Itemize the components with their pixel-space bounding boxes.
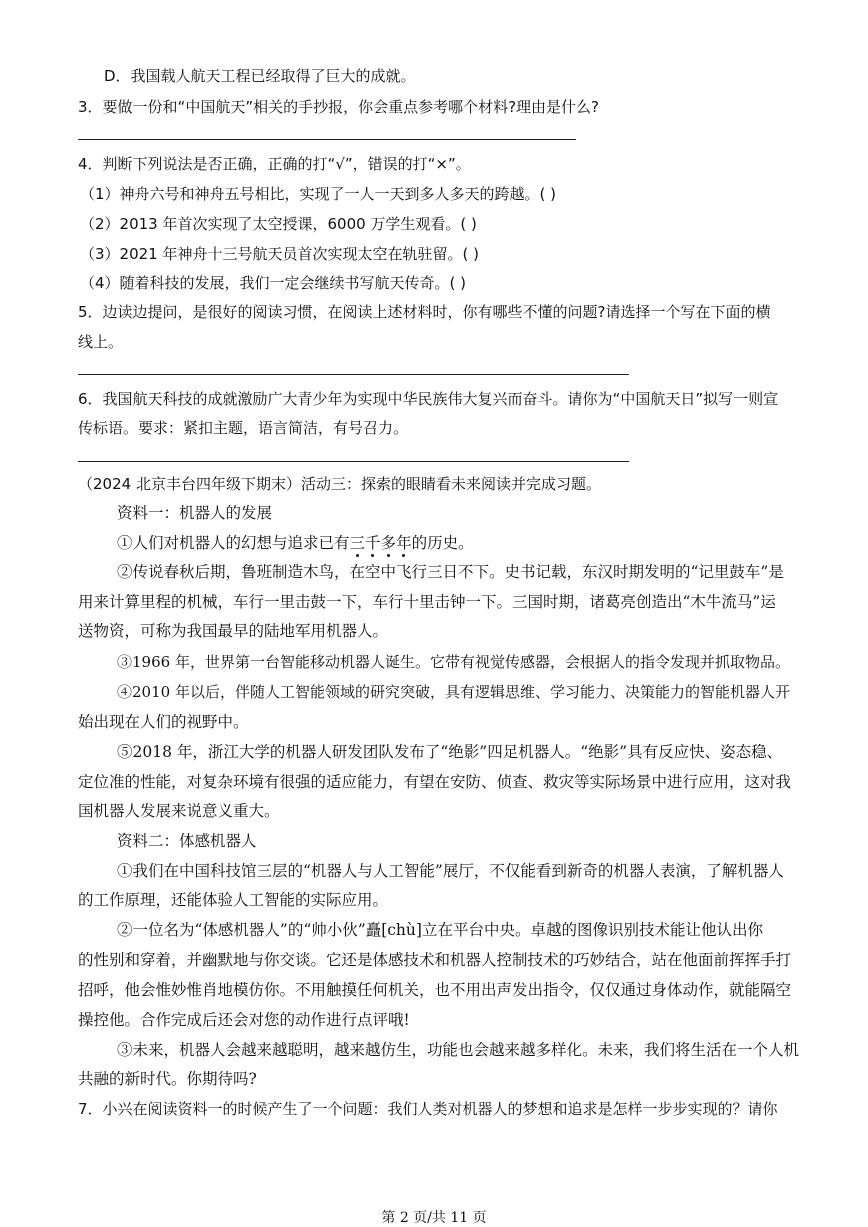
material-2-para-1-line-1: ①我们在中国科技馆三层的“机器人与人工智能”展厅，不仅能看到新奇的机器人表演，了解机器人 xyxy=(117,862,784,880)
answer-line-q6[interactable] xyxy=(78,461,629,462)
option-d: D．我国载人航天工程已经取得了巨大的成就。 xyxy=(104,67,416,85)
question-4-item-2: （2）2013 年首次实现了太空授课，6000 万学生观看。( ) xyxy=(80,215,477,233)
emphasis-char: 三 xyxy=(349,534,366,552)
material-2-para-3-line-1: ③未来，机器人会越来越聪明，越来越仿生，功能也会越来越多样化。未来，我们将生活在一个人机 xyxy=(117,1041,800,1059)
material-2-para-3-line-2: 共融的新时代。你期待吗? xyxy=(78,1070,257,1088)
question-6-line-2: 传标语。要求：紧扣主题，语言简洁，有号召力。 xyxy=(78,419,409,437)
section-intro: （2024 北京丰台四年级下期末）活动三：探索的眼睛看未来阅读并完成习题。 xyxy=(78,475,601,493)
question-4: 4．判断下列说法是否正确，正确的打“√”，错误的打“×”。 xyxy=(78,155,471,173)
material-2-para-2-line-1: ②一位名为“体感机器人”的“帅小伙”矗[chù]立在平台中央。卓越的图像识别技术能让他认出你 xyxy=(117,921,763,939)
material-1-para-2-line-1: ②传说春秋后期，鲁班制造木鸟，在空中飞行三日不下。史书记载，东汉时期发明的“记里鼓车”是 xyxy=(117,563,784,581)
material-2-para-2-line-2: 的性别和穿着，并幽默地与你交谈。它还是体感技术和机器人控制技术的巧妙结合，站在他面前挥挥手打 xyxy=(78,951,792,969)
material-2-title: 资料二：体感机器人 xyxy=(117,832,257,850)
answer-line-q3[interactable] xyxy=(78,139,576,140)
question-7: 7．小兴在阅读资料一的时候产生了一个问题：我们人类对机器人的梦想和追求是怎样一步步实现的？请你 xyxy=(78,1100,778,1118)
para-text: ①人们对机器人的幻想与追求已有 xyxy=(117,534,350,552)
page-number: 第 2 页/共 11 页 xyxy=(381,1210,487,1226)
material-1-para-5-line-1: ⑤2018 年，浙江大学的机器人研发团队发布了“绝影”四足机器人。“绝影”具有反应快、姿态稳、 xyxy=(117,743,783,761)
material-1-para-5-line-3: 国机器人发展来说意义重大。 xyxy=(78,802,280,820)
material-2-para-1-line-2: 的工作原理，还能体验人工智能的实际应用。 xyxy=(78,891,389,909)
question-4-item-4: （4）随着科技的发展，我们一定会继续书写航天传奇。( ) xyxy=(80,274,467,292)
material-1-para-2-line-3: 送物资，可称为我国最早的陆地军用机器人。 xyxy=(78,622,389,640)
emphasis-char: 年 xyxy=(396,534,412,552)
material-1-para-4-line-1: ④2010 年以后，伴随人工智能领域的研究突破，具有逻辑思维、学习能力、决策能力的智能机器人开 xyxy=(117,683,790,701)
material-2-para-2-line-4: 操控他。合作完成后还会对您的动作进行点评哦! xyxy=(78,1011,410,1029)
question-4-item-3: （3）2021 年神舟十三号航天员首次实现太空在轨驻留。( ) xyxy=(80,245,479,263)
emphasis-char: 多 xyxy=(380,534,397,552)
material-1-para-4-line-2: 始出现在人们的视野中。 xyxy=(78,713,249,731)
question-4-item-1: （1）神舟六号和神舟五号相比，实现了一人一天到多人多天的跨越。( ) xyxy=(80,185,557,203)
material-2-para-2-line-3: 招呼，他会惟妙惟肖地模仿你。不用触摸任何机关，也不用出声发出指令，仅仅通过身体动作，就能隔空 xyxy=(78,981,792,999)
material-1-para-2-line-2: 用来计算里程的机械，车行一里击鼓一下，车行十里击钟一下。三国时期，诸葛亮创造出“木牛流马”运 xyxy=(78,593,776,611)
emphasis-char: 千 xyxy=(365,534,381,552)
question-5-line-1: 5．边读边提问，是很好的阅读习惯，在阅读上述材料时，你有哪些不懂的问题?请选择一个写在下面的横 xyxy=(78,303,771,321)
answer-line-q5[interactable] xyxy=(78,374,629,375)
question-5-line-2: 线上。 xyxy=(78,333,124,351)
material-1-para-5-line-2: 定位准的性能，对复杂环境有很强的适应能力，有望在安防、侦查、救灾等实际场景中进行应用，这对我 xyxy=(78,773,792,791)
material-1-para-3: ③1966 年，世界第一台智能移动机器人诞生。它带有视觉传感器，会根据人的指令发现并抓取物品。 xyxy=(117,653,790,671)
material-1-para-1 xyxy=(117,533,474,553)
question-3: 3．要做一份和“中国航天”相关的手抄报，你会重点参考哪个材料?理由是什么? xyxy=(78,98,600,116)
para-text: 的历史。 xyxy=(411,534,474,552)
question-6-line-1: 6．我国航天科技的成就激励广大青少年为实现中华民族伟大复兴而奋斗。请你为“中国航天日”拟写一则宣 xyxy=(78,390,779,408)
material-1-title: 资料一：机器人的发展 xyxy=(117,504,273,522)
